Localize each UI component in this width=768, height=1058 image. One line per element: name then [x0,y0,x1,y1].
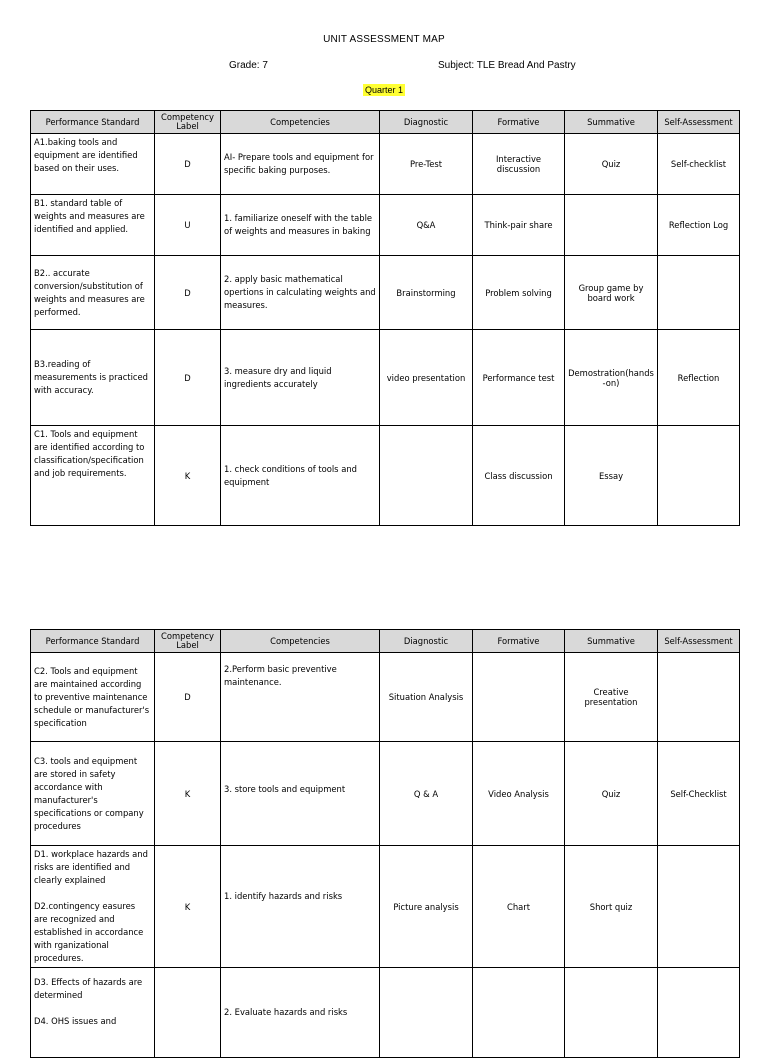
competency-cell: 3. store tools and equipment [221,742,380,846]
formative-cell: Problem solving [473,256,565,330]
performance-standard-cell: C2. Tools and equipment are maintained according to preventive maintenance schedule or manufacturer's specification [31,653,155,742]
self-assessment-cell [658,968,740,1058]
formative-cell: Video Analysis [473,742,565,846]
column-header: Formative [473,111,565,134]
self-assessment-cell [658,256,740,330]
table-row [31,426,740,526]
performance-standard-cell: B3.reading of measurements is practiced with accuracy. [31,330,155,426]
diagnostic-cell: Picture analysis [380,846,473,968]
competency-cell: 3. measure dry and liquid ingredients accurately [221,330,380,426]
summative-cell: Group game by board work [565,256,658,330]
table-row [31,195,740,256]
competency-label-cell [155,968,221,1058]
table-row [31,653,740,742]
summative-cell: Demostration(hands -on) [565,330,658,426]
competency-label-cell: D [155,256,221,330]
table-row [31,134,740,195]
competency-cell: 2.Perform basic preventive maintenance. [221,653,380,742]
column-header: Formative [473,630,565,653]
table-row [31,256,740,330]
table-header-row [31,111,740,134]
competency-label-cell: K [155,846,221,968]
formative-cell: Interactive discussion [473,134,565,195]
self-assessment-cell: Self-checklist [658,134,740,195]
self-assessment-cell: Reflection [658,330,740,426]
assessment-table-1 [30,110,740,526]
performance-standard-cell: D1. workplace hazards and risks are identified and clearly explained D2.contingency easures are recognized and established in accordance with rganizational procedures. [31,846,155,968]
self-assessment-cell: Reflection Log [658,195,740,256]
summative-cell: Quiz [565,134,658,195]
grade-label: Grade: 7 [229,60,268,71]
table-header-row [31,630,740,653]
competency-label-cell: U [155,195,221,256]
competency-cell: AI- Prepare tools and equipment for specific baking purposes. [221,134,380,195]
summative-cell: Creative presentation [565,653,658,742]
table-row [31,846,740,968]
formative-cell: Chart [473,846,565,968]
competency-label-cell: D [155,330,221,426]
column-header: Diagnostic [380,111,473,134]
competency-cell: 2. apply basic mathematical opertions in calculating weights and measures. [221,256,380,330]
table-row [31,742,740,846]
diagnostic-cell: Q & A [380,742,473,846]
column-header: Self-Assessment [658,630,740,653]
column-header: Performance Standard [31,111,155,134]
table-row [31,330,740,426]
competency-label-cell: K [155,426,221,526]
competency-cell: 2. Evaluate hazards and risks [221,968,380,1058]
competency-label-cell: K [155,742,221,846]
quarter-label: Quarter 1 [365,85,404,95]
summative-cell: Short quiz [565,846,658,968]
formative-cell [473,653,565,742]
performance-standard-cell: A1.baking tools and equipment are identified based on their uses. [31,134,155,195]
formative-cell [473,968,565,1058]
diagnostic-cell [380,968,473,1058]
diagnostic-cell: Brainstorming [380,256,473,330]
diagnostic-cell: Q&A [380,195,473,256]
summative-cell [565,968,658,1058]
column-header: Competency Label [155,111,221,134]
column-header: Competency Label [155,630,221,653]
column-header: Summative [565,630,658,653]
competency-label-cell: D [155,653,221,742]
column-header: Diagnostic [380,630,473,653]
formative-cell: Performance test [473,330,565,426]
performance-standard-cell: B2.. accurate conversion/substitution of weights and measures are performed. [31,256,155,330]
column-header: Competencies [221,630,380,653]
formative-cell: Think-pair share [473,195,565,256]
performance-standard-cell: D3. Effects of hazards are determined D4. OHS issues and [31,968,155,1058]
performance-standard-cell: C3. tools and equipment are stored in safety accordance with manufacturer's specifications or company procedures [31,742,155,846]
page-title: UNIT ASSESSMENT MAP [323,34,445,45]
column-header: Summative [565,111,658,134]
column-header: Self-Assessment [658,111,740,134]
performance-standard-cell: B1. standard table of weights and measures are identified and applied. [31,195,155,256]
summative-cell: Quiz [565,742,658,846]
competency-cell: 1. check conditions of tools and equipment [221,426,380,526]
summative-cell [565,195,658,256]
summative-cell: Essay [565,426,658,526]
diagnostic-cell: video presentation [380,330,473,426]
table-row [31,968,740,1058]
self-assessment-cell [658,426,740,526]
formative-cell: Class discussion [473,426,565,526]
column-header: Performance Standard [31,630,155,653]
self-assessment-cell [658,653,740,742]
self-assessment-cell: Self-Checklist [658,742,740,846]
diagnostic-cell: Pre-Test [380,134,473,195]
assessment-table-2 [30,629,740,1058]
competency-cell: 1. familiarize oneself with the table of weights and measures in baking [221,195,380,256]
performance-standard-cell: C1. Tools and equipment are identified according to classification/specification and job requirements. [31,426,155,526]
subject-label: Subject: TLE Bread And Pastry [438,60,576,71]
self-assessment-cell [658,846,740,968]
competency-cell: 1. identify hazards and risks [221,846,380,968]
competency-label-cell: D [155,134,221,195]
column-header: Competencies [221,111,380,134]
diagnostic-cell [380,426,473,526]
diagnostic-cell: Situation Analysis [380,653,473,742]
